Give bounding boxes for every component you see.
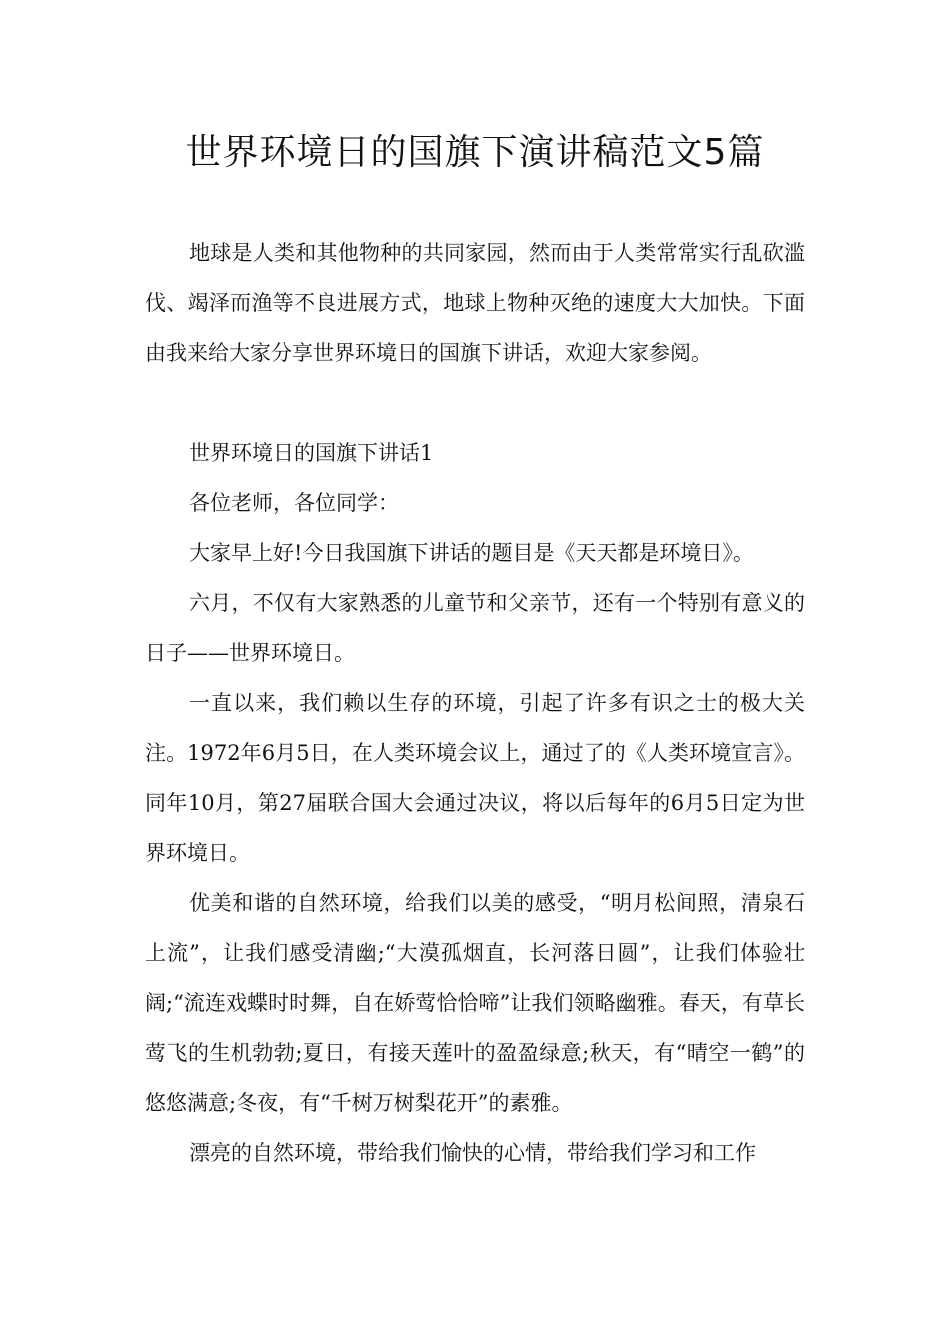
paragraph-greeting: 大家早上好!今日我国旗下讲话的题目是《天天都是环境日》。 [189,541,754,565]
paragraph-june: 六月，不仅有大家熟悉的儿童节和父亲节，还有一个特别有意义的日子——世界环境日。 [145,591,805,665]
section-heading: 世界环境日的国旗下讲话1 [189,441,434,465]
document-body [145,228,805,1178]
paragraph-history: 一直以来，我们赖以生存的环境，引起了许多有识之士的极大关注。1972年6月5日，在人类环境会议上，通过了的《人类环境宣言》。同年10月，第27届联合国大会通过决议，将以后每年的6月5日定为世界环境日。 [145,691,805,865]
paragraph-beautiful: 漂亮的自然环境，带给我们愉快的心情，带给我们学习和工作 [189,1141,756,1165]
intro-paragraph: 地球是人类和其他物种的共同家园，然而由于人类常常实行乱砍滥伐、竭泽而渔等不良进展方式，地球上物种灭绝的速度大大加快。下面由我来给大家分享世界环境日的国旗下讲话，欢迎大家参阅。 [145,241,805,365]
document-title: 世界环境日的国旗下演讲稿范文5篇 [185,132,765,173]
paragraph-salutation: 各位老师，各位同学： [189,491,399,515]
paragraph-nature: 优美和谐的自然环境，给我们以美的感受，“明月松间照，清泉石上流”，让我们感受清幽;“大漠孤烟直，长河落日圆”，让我们体验壮阔;“流连戏蝶时时舞，自在娇莺恰恰啼”让我们领略幽雅。春天，有草长莺飞的生机勃勃;夏日，有接天莲叶的盈盈绿意;秋天，有“晴空一鹤”的悠悠满意;冬夜，有“千树万树梨花开”的素雅。 [145,891,805,1115]
